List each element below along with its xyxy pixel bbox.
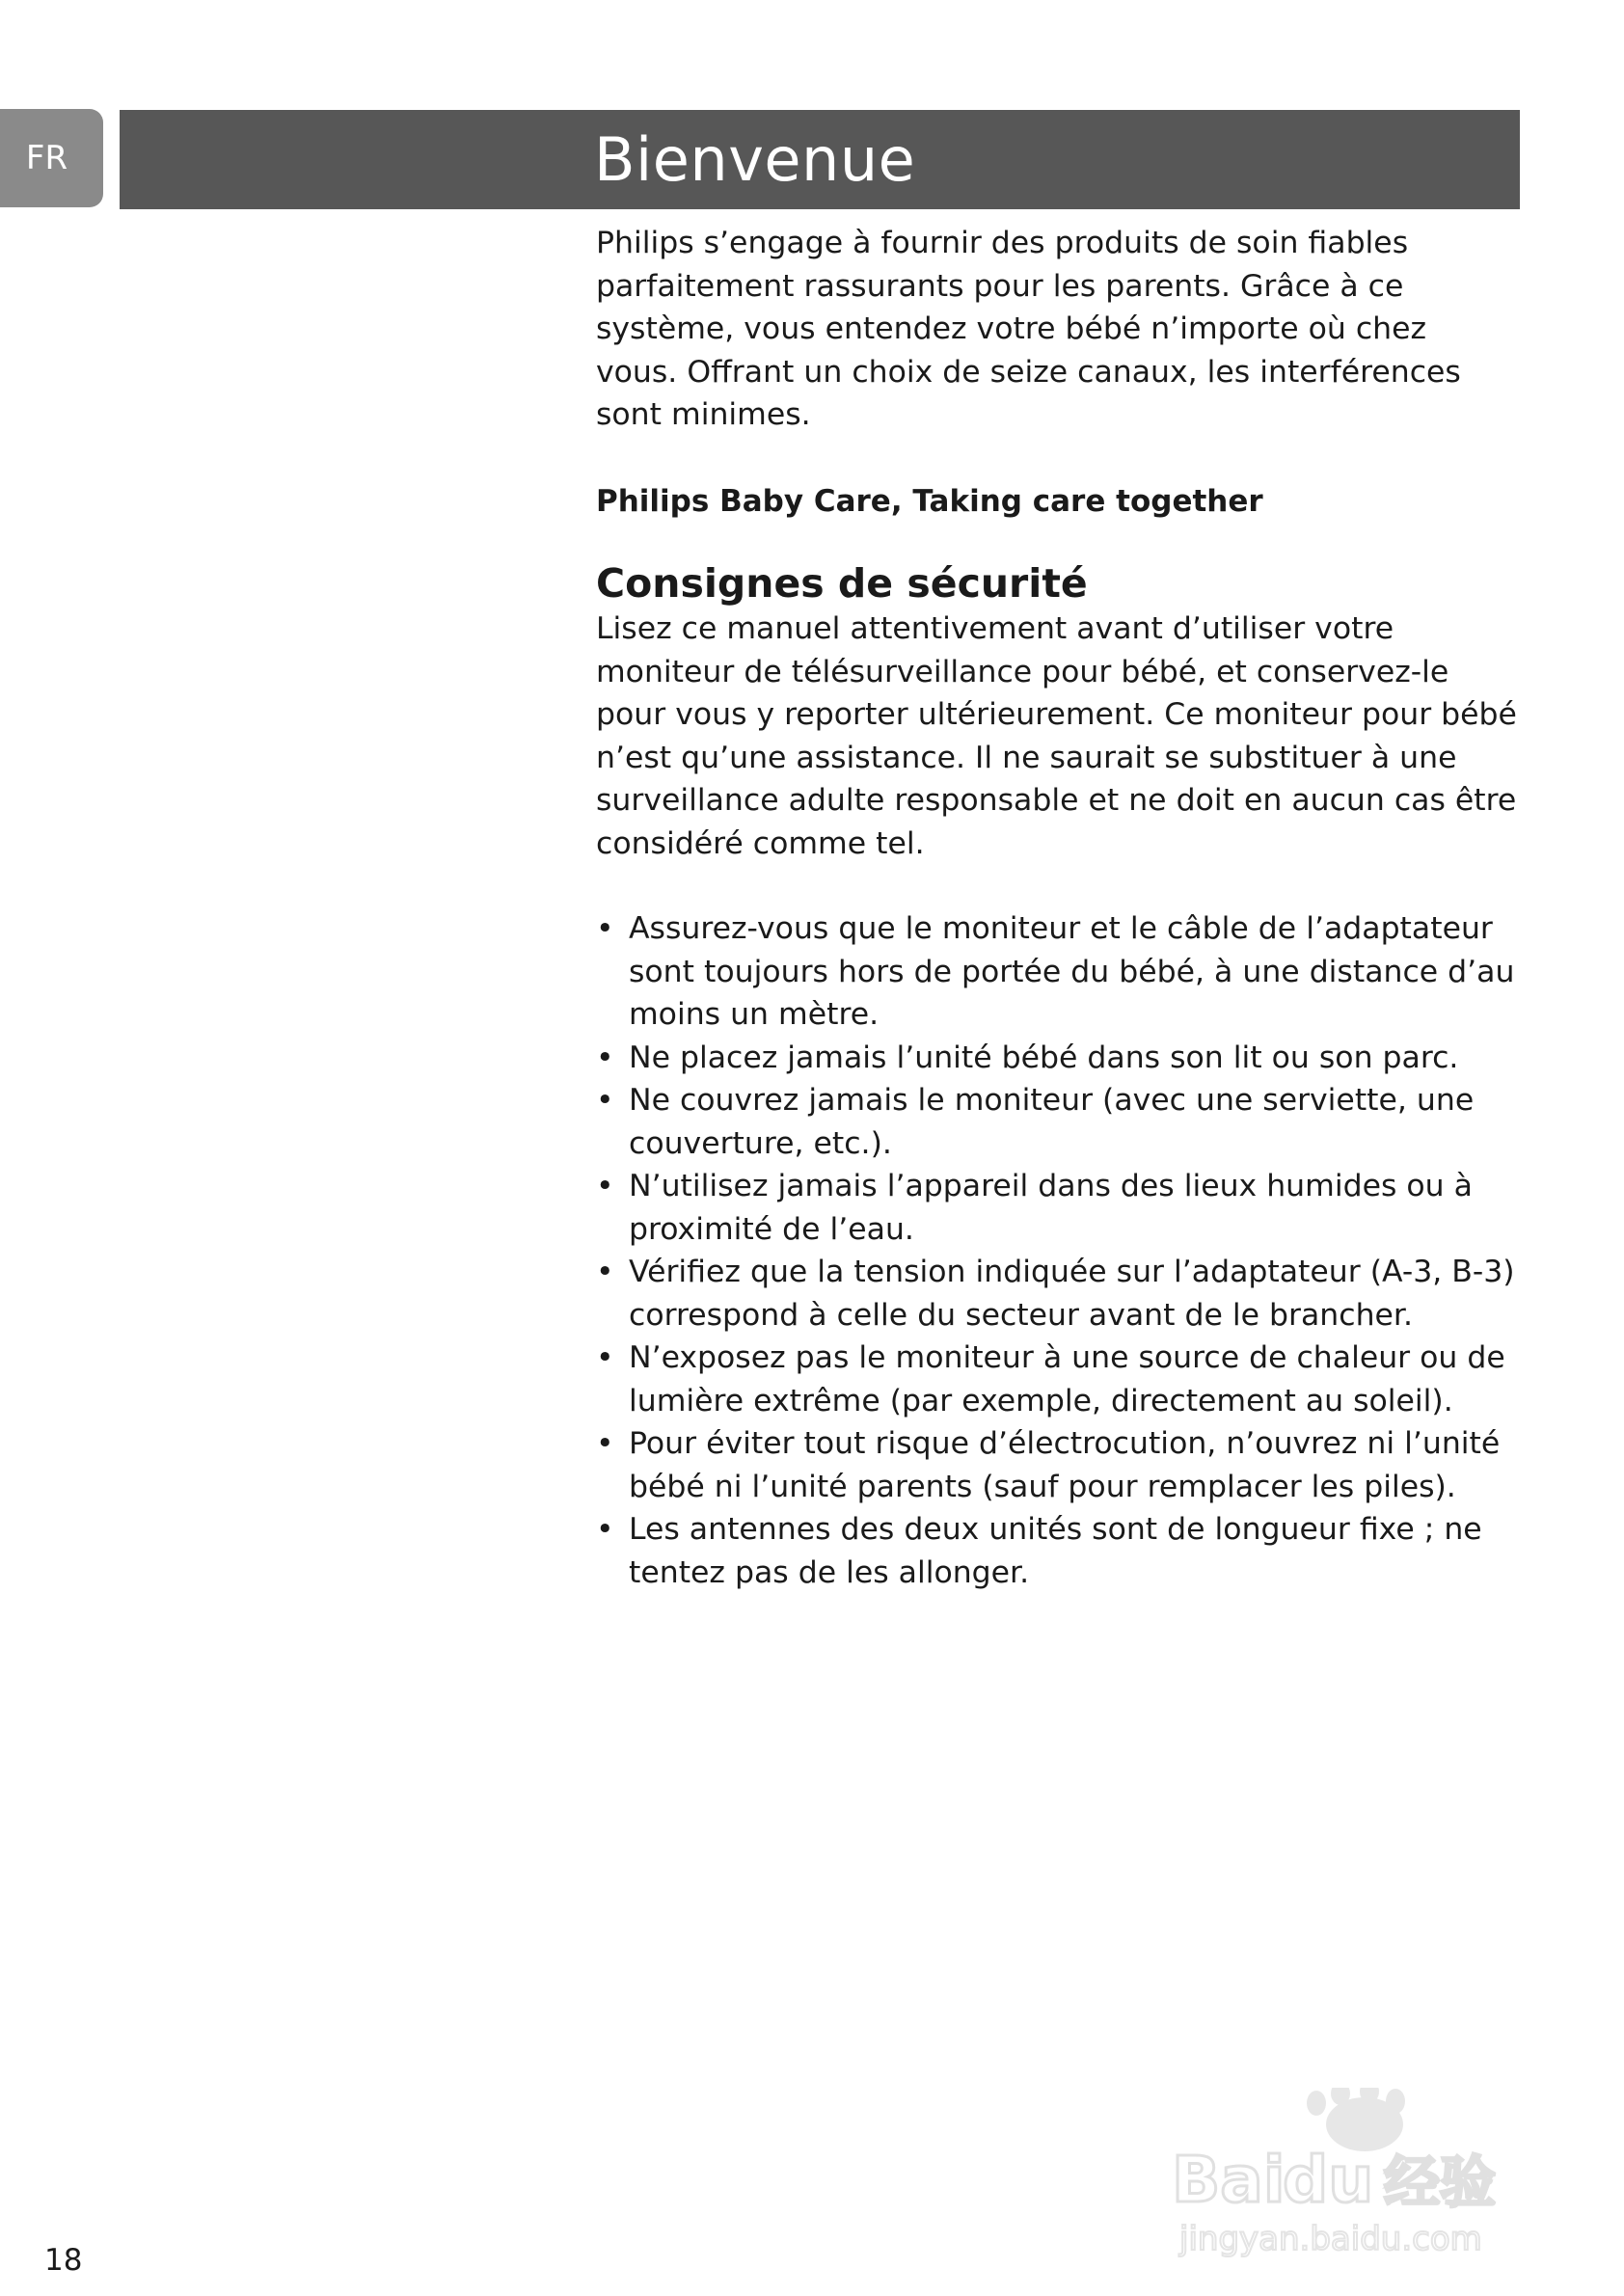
tagline: Philips Baby Care, Taking care together bbox=[596, 483, 1263, 519]
bullet-icon: • bbox=[596, 1512, 614, 1547]
bullet-icon: • bbox=[596, 1169, 614, 1203]
list-item bbox=[596, 1251, 1522, 1337]
list-item-text: Les antennes des deux unités sont de longueur fixe ; ne tentez pas de les allonger. bbox=[629, 1512, 1482, 1590]
bullet-icon: • bbox=[596, 1340, 614, 1375]
list-item bbox=[596, 1037, 1522, 1080]
watermark-url-text: jingyan.baidu.com bbox=[1179, 2220, 1482, 2258]
watermark-brand-text bbox=[1172, 2143, 1496, 2217]
list-item-text: Vérifiez que la tension indiquée sur l’adaptateur (A-3, B-3) correspond à celle du secteur avant de le brancher. bbox=[629, 1255, 1515, 1333]
title-bar bbox=[120, 110, 1520, 209]
safety-heading: Consignes de sécurité bbox=[596, 560, 1088, 607]
intro-paragraph: Philips s’engage à fournir des produits de soin fiables parfaitement rassurants pour les parents. Grâce à ce système, vous entendez votre bébé n’importe où chez vous. Offrant un choix de seize canaux, les interférences sont minimes. bbox=[596, 226, 1461, 432]
svg-text:Bai: Bai bbox=[1172, 2143, 1286, 2217]
list-item bbox=[596, 1079, 1522, 1165]
list-item-text: Ne placez jamais l’unité bébé dans son lit ou son parc. bbox=[629, 1040, 1459, 1075]
list-item-text: N’utilisez jamais l’appareil dans des lieux humides ou à proximité de l’eau. bbox=[629, 1169, 1473, 1247]
safety-list bbox=[596, 907, 1522, 1594]
page-title: Bienvenue bbox=[594, 124, 916, 195]
language-tab bbox=[0, 109, 103, 207]
bullet-icon: • bbox=[596, 1083, 614, 1118]
list-item bbox=[596, 1337, 1522, 1422]
list-item-text: Assurez-vous que le moniteur et le câble de l’adaptateur sont toujours hors de portée du bébé, à une distance d’au moins un mètre. bbox=[629, 911, 1515, 1032]
bullet-icon: • bbox=[596, 1040, 614, 1075]
page-number: 18 bbox=[44, 2243, 83, 2278]
list-item bbox=[596, 1165, 1522, 1251]
list-item-text: N’exposez pas le moniteur à une source de chaleur ou de lumière extrême (par exemple, directement au soleil). bbox=[629, 1340, 1505, 1418]
baidu-watermark-logo bbox=[1162, 2088, 1548, 2261]
list-item bbox=[596, 907, 1522, 1037]
list-item bbox=[596, 1422, 1522, 1508]
bullet-icon: • bbox=[596, 1255, 614, 1289]
list-item-text: Ne couvrez jamais le moniteur (avec une serviette, une couverture, etc.). bbox=[629, 1083, 1475, 1161]
list-item-text: Pour éviter tout risque d’électrocution, n’ouvrez ni l’unité bébé ni l’unité parents (sauf pour remplacer les piles). bbox=[629, 1426, 1501, 1504]
list-item bbox=[596, 1508, 1522, 1594]
language-label: FR bbox=[25, 139, 68, 177]
svg-text:du: du bbox=[1283, 2143, 1374, 2217]
bullet-icon: • bbox=[596, 1426, 614, 1461]
safety-intro-paragraph: Lisez ce manuel attentivement avant d’utiliser votre moniteur de télésurveillance pour bébé, et conservez-le pour vous y reporter ultérieurement. Ce moniteur pour bébé n’est qu’une assistance. Il ne saurait se substituer à une surveillance adulte responsable et ne doit en aucun cas être considéré comme tel. bbox=[596, 611, 1517, 861]
bullet-icon: • bbox=[596, 911, 614, 946]
svg-text:经验: 经验 bbox=[1384, 2149, 1497, 2215]
main-content bbox=[596, 222, 1522, 1594]
